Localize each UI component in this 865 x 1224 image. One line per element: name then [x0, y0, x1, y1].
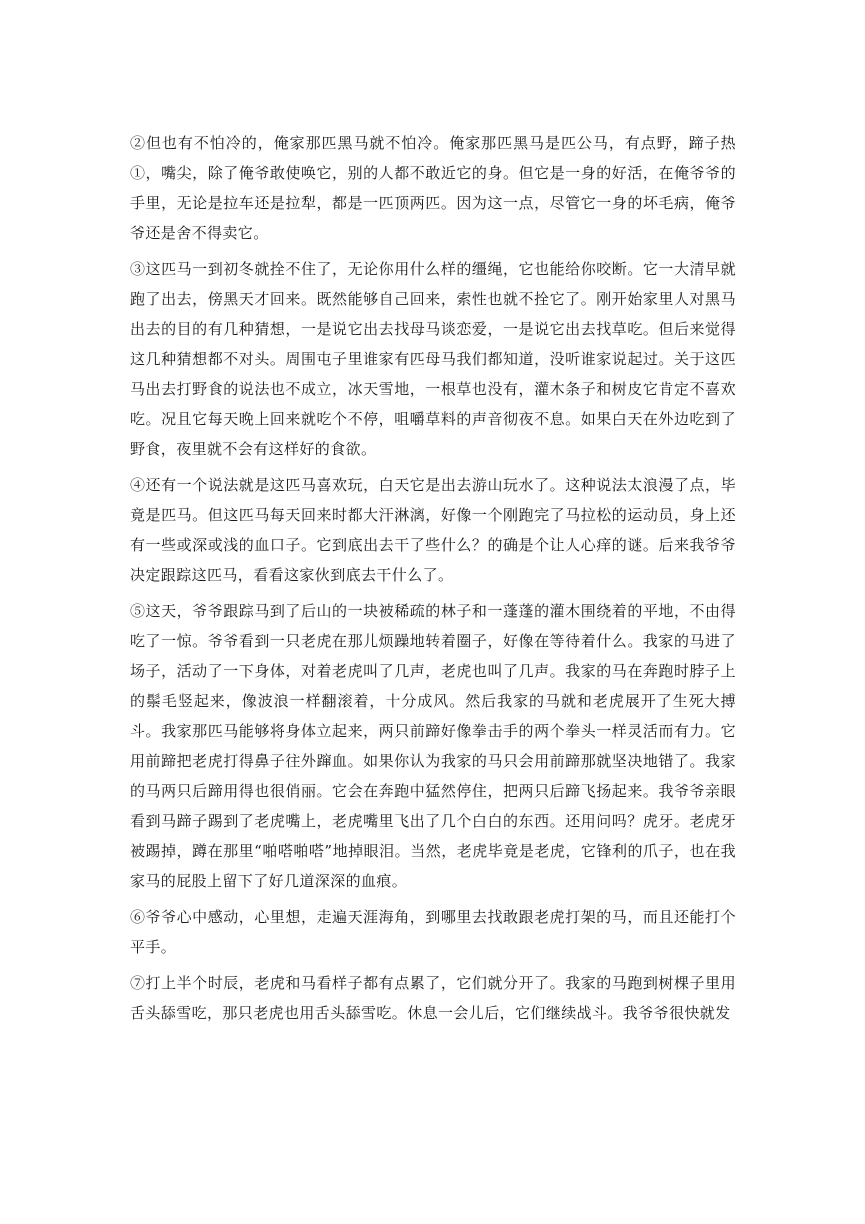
- article-body: [130, 128, 736, 1034]
- paragraph-2: ②但也有不怕冷的，俺家那匹黑马就不怕冷。俺家那匹黑马是匹公马，有点野，蹄子热①，嘴尖，除了俺爷敢使唤它，别的人都不敢近它的身。但它是一身的好活，在俺爷爷的手里，无论是拉车还是拉犁，都是一匹顶两匹。因为这一点，尽管它一身的坏毛病，俺爷爷还是舍不得卖它。: [130, 134, 736, 242]
- paragraph-6: ⑥爷爷心中感动，心里想，走遍天涯海角，到哪里去找敢跟老虎打架的马，而且还能打个平手。: [130, 908, 736, 956]
- paragraph-7: ⑦打上半个时辰，老虎和马看样子都有点累了，它们就分开了。我家的马跑到树棵子里用舌头舔雪吃，那只老虎也用舌头舔雪吃。休息一会儿后，它们继续战斗。我爷爷很快就发: [130, 974, 736, 1022]
- paragraph-4: ④还有一个说法就是这匹马喜欢玩，白天它是出去游山玩水了。这种说法太浪漫了点，毕竟是匹马。但这匹马每天回来时都大汗淋漓，好像一个刚跑完了马拉松的运动员，身上还有一些或深或浅的血口子。它到底出去干了些什么？的确是个让人心痒的谜。后来我爷爷决定跟踪这匹马，看看这家伙到底去干什么了。: [130, 476, 736, 584]
- paragraph-3: ③这匹马一到初冬就拴不住了，无论你用什么样的缰绳，它也能给你咬断。它一大清早就跑了出去，傍黑天才回来。既然能够自己回来，索性也就不拴它了。刚开始家里人对黑马出去的目的有几种猜想，一是说它出去找母马谈恋爱，一是说它出去找草吃。但后来觉得这几种猜想都不对头。周围屯子里谁家有匹母马我们都知道，没听谁家说起过。关于这匹马出去打野食的说法也不成立，冰天雪地，一根草也没有，灌木条子和树皮它肯定不喜欢吃。况且它每天晚上回来就吃个不停，咀嚼草料的声音彻夜不息。如果白天在外边吃到了野食，夜里就不会有这样好的食欲。: [130, 260, 736, 458]
- paragraph-5: ⑤这天，爷爷跟踪马到了后山的一块被稀疏的林子和一蓬蓬的灌木围绕着的平地，不由得吃了一惊。爷爷看到一只老虎在那儿烦躁地转着圈子，好像在等待着什么。我家的马进了场子，活动了一下身体，对着老虎叫了几声，老虎也叫了几声。我家的马在奔跑时脖子上的鬃毛竖起来，像波浪一样翻滚着，十分成风。然后我家的马就和老虎展开了生死大搏斗。我家那匹马能够将身体立起来，两只前蹄好像拳击手的两个拳头一样灵活而有力。它用前蹄把老虎打得鼻子往外蹿血。如果你认为我家的马只会用前蹄那就坚决地错了。我家的马两只后蹄用得也很俏丽。它会在奔跑中猛然停住，把两只后蹄飞扬起来。我爷爷亲眼看到马蹄子踢到了老虎嘴上，老虎嘴里飞出了几个白白的东西。还用问吗？虎牙。老虎牙被踢掉，蹲在那里“啪嗒啪嗒”地掉眼泪。当然，老虎毕竟是老虎，它锋利的爪子，也在我家马的屁股上留下了好几道深深的血痕。: [130, 602, 736, 890]
